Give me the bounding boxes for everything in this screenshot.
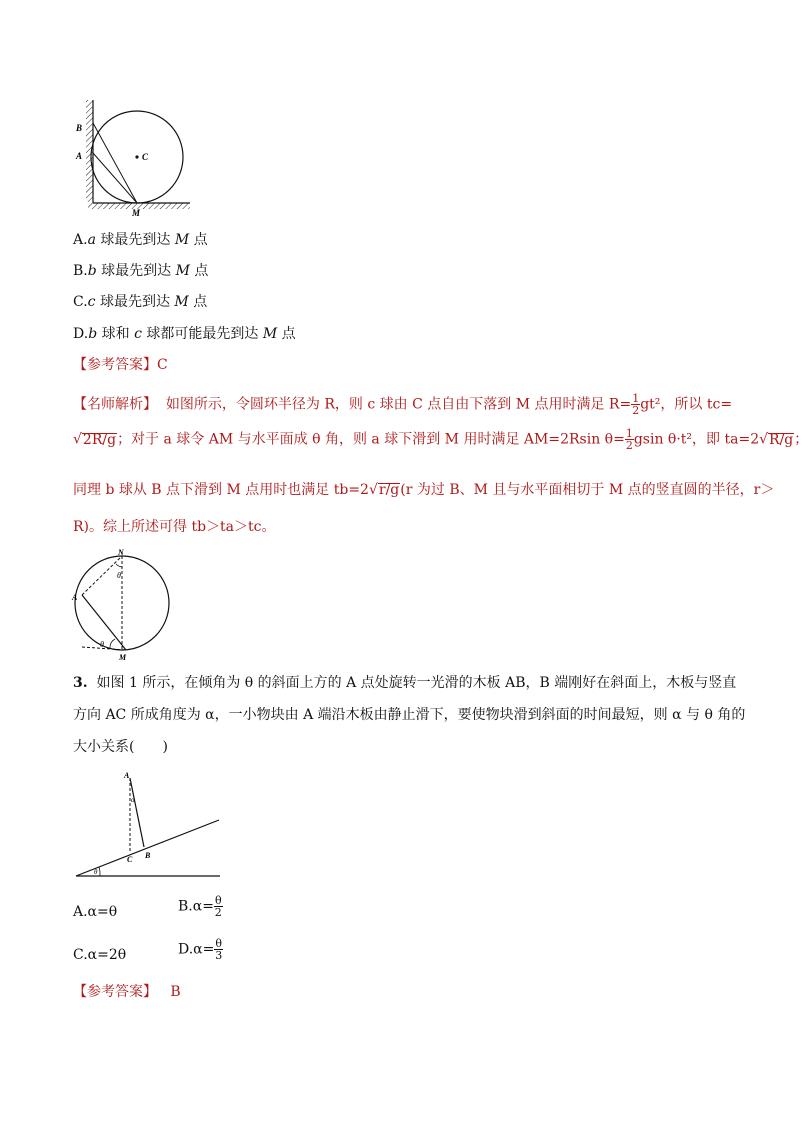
label-alpha: α [131, 796, 135, 804]
label-C: C [142, 152, 149, 162]
label-M: M [119, 653, 127, 662]
analysis-line-1: 【名师解析】 如图所示，令圆环半径为 R，则 c 球由 C 点自由下落到 M 点用时满足 R= $\frac{1}{2}$ gt²，所以 tc= [73, 392, 733, 417]
analysis-line-2: √2R/g；对于 a 球令 AM 与水平面成 θ 角，则 a 球下滑到 M 用时满足 AM=2Rsin θ= $\frac{1}{2}$ gsin θ·t²，即 ta=2√R/g； [73, 427, 808, 452]
q3-option-b: B.α= $\frac{\theta}{2}$ [178, 894, 222, 919]
label-A: A [76, 151, 83, 161]
q3-option-a: A.α=θ [73, 904, 118, 920]
label-theta-bottom: θ [100, 640, 104, 649]
figure-incline [72, 768, 222, 880]
label-theta: θ [94, 868, 98, 876]
label-B: B [76, 123, 83, 133]
label-M: M [132, 208, 141, 218]
label-A: A [124, 771, 130, 780]
option-d: D.b 球和 c 球都可能最先到达 M 点 [73, 326, 296, 342]
figure-circle-wall [70, 95, 200, 220]
label-N: N [118, 548, 124, 557]
label-theta-top: θ [117, 571, 121, 580]
q3-line-2: 方向 AC 所成角度为 α，一小物块由 A 端沿木板由静止滑下，要使物块滑到斜面的时间最短，则 α 与 θ 角的 [73, 707, 746, 723]
figure-circle-chord [70, 545, 160, 665]
q3-option-d: D.α= $\frac{\theta}{3}$ [178, 937, 223, 962]
q3-line-3: 大小关系( ) [73, 739, 168, 755]
label-A: A [72, 593, 78, 602]
q3-option-c: C.α=2θ [73, 947, 127, 963]
analysis-line-4: R)。综上所述可得 tb＞ta＞tc。 [73, 519, 276, 535]
analysis-line-3: 同理 b 球从 B 点下滑到 M 点用时也满足 tb=2√r/g(r 为过 B、M 且与水平面相切于 M 点的竖直圆的半径，r＞ [73, 482, 775, 498]
label-C: C [127, 855, 133, 864]
option-a: A.a 球最先到达 M 点 [73, 232, 208, 248]
answer-q2: 【参考答案】C [73, 357, 168, 373]
option-c: C.c 球最先到达 M 点 [73, 294, 208, 310]
answer-q3: 【参考答案】 B [73, 984, 181, 1000]
label-B: B [145, 851, 151, 860]
q3-line-1: 3. 如图 1 所示，在倾角为 θ 的斜面上方的 A 点处旋转一光滑的木板 AB，B 端刚好在斜面上，木板与竖直 [73, 675, 737, 691]
option-b: B.b 球最先到达 M 点 [73, 263, 209, 279]
